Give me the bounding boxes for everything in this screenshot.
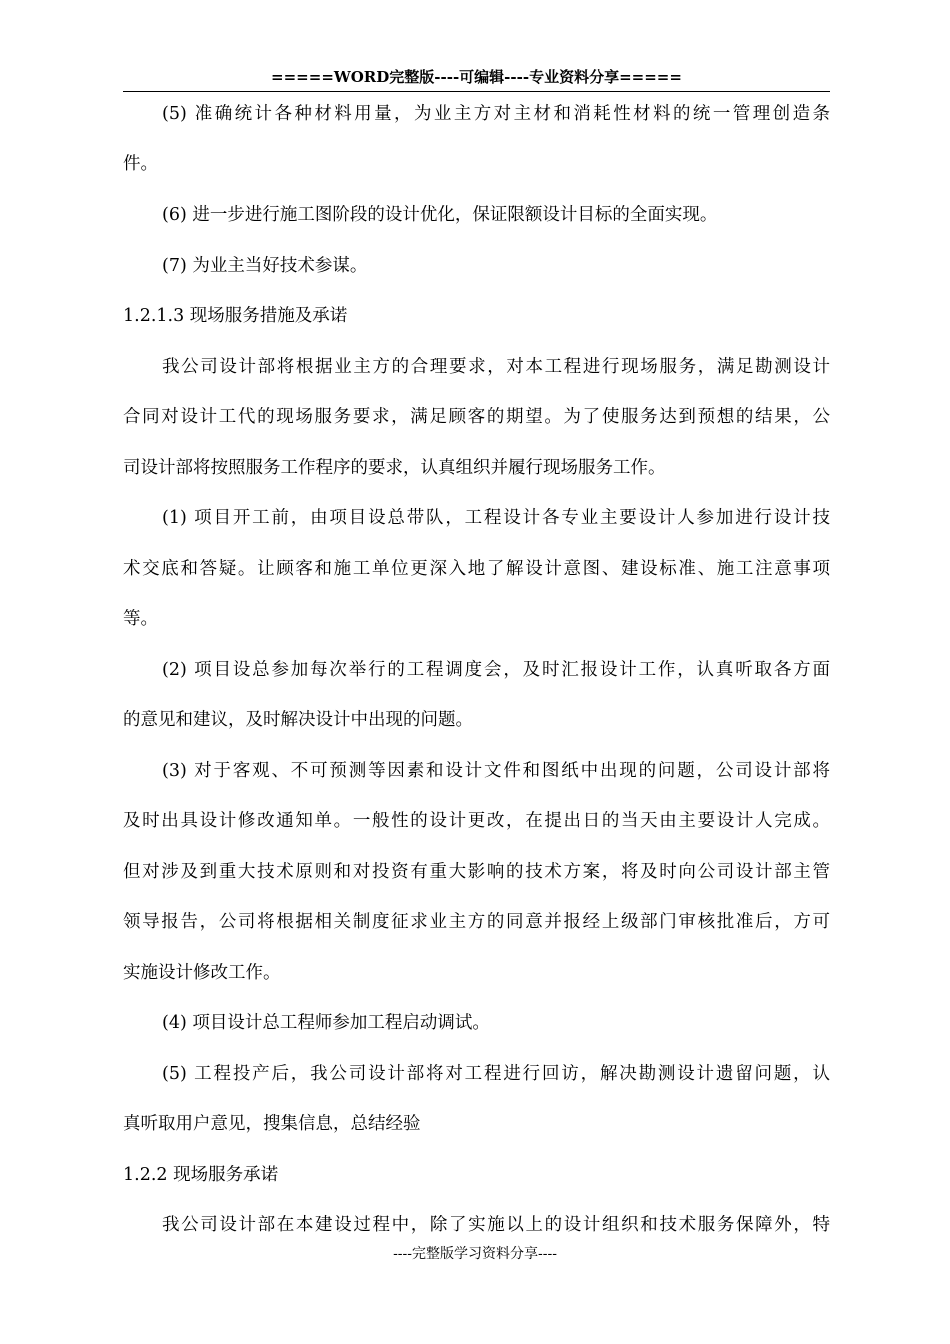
paragraph-line: (1) 项目开工前，由项目设总带队，工程设计各专业主要设计人参加进行设计技	[162, 508, 830, 528]
paragraph-line: (7) 为业主当好技术参谋。	[162, 256, 368, 276]
header-divider	[123, 91, 830, 92]
paragraph-line: 件。	[123, 154, 158, 174]
section-heading: 1.2.1.3 现场服务措施及承诺	[123, 306, 348, 326]
paragraph-line: (3) 对于客观、不可预测等因素和设计文件和图纸中出现的问题，公司设计部将	[162, 761, 830, 781]
paragraph-line: (5) 准确统计各种材料用量，为业主方对主材和消耗性材料的统一管理创造条	[162, 104, 830, 124]
paragraph-line: (6) 进一步进行施工图阶段的设计优化，保证限额设计目标的全面实现。	[162, 205, 718, 225]
page-footer: ----完整版学习资料分享----	[393, 1246, 557, 1262]
paragraph-line: 及时出具设计修改通知单。一般性的设计更改，在提出日的当天由主要设计人完成。	[123, 811, 830, 831]
paragraph-line: 司设计部将按照服务工作程序的要求，认真组织并履行现场服务工作。	[123, 458, 666, 478]
paragraph-line: 合同对设计工代的现场服务要求，满足顾客的期望。为了使服务达到预想的结果，公	[123, 407, 830, 427]
paragraph-line: 实施设计修改工作。	[123, 963, 281, 983]
paragraph-line: (5) 工程投产后，我公司设计部将对工程进行回访，解决勘测设计遗留问题，认	[162, 1064, 830, 1084]
page-header: =====WORD完整版----可编辑----专业资料分享=====	[271, 68, 682, 86]
paragraph-line: 术交底和答疑。让顾客和施工单位更深入地了解设计意图、建设标准、施工注意事项	[123, 559, 830, 579]
paragraph-line: 领导报告，公司将根据相关制度征求业主方的同意并报经上级部门审核批准后，方可	[123, 912, 830, 932]
paragraph-line: 我公司设计部在本建设过程中，除了实施以上的设计组织和技术服务保障外，特	[162, 1215, 830, 1235]
section-heading: 1.2.2 现场服务承诺	[123, 1165, 279, 1185]
paragraph-line: 我公司设计部将根据业主方的合理要求，对本工程进行现场服务，满足勘测设计	[162, 357, 830, 377]
paragraph-line: (4) 项目设计总工程师参加工程启动调试。	[162, 1013, 490, 1033]
paragraph-line: 等。	[123, 609, 158, 629]
paragraph-line: 真听取用户意见，搜集信息，总结经验	[123, 1114, 421, 1134]
paragraph-line: (2) 项目设总参加每次举行的工程调度会，及时汇报设计工作，认真听取各方面	[162, 660, 830, 680]
paragraph-line: 的意见和建议，及时解决设计中出现的问题。	[123, 710, 473, 730]
paragraph-line: 但对涉及到重大技术原则和对投资有重大影响的技术方案，将及时向公司设计部主管	[123, 862, 830, 882]
